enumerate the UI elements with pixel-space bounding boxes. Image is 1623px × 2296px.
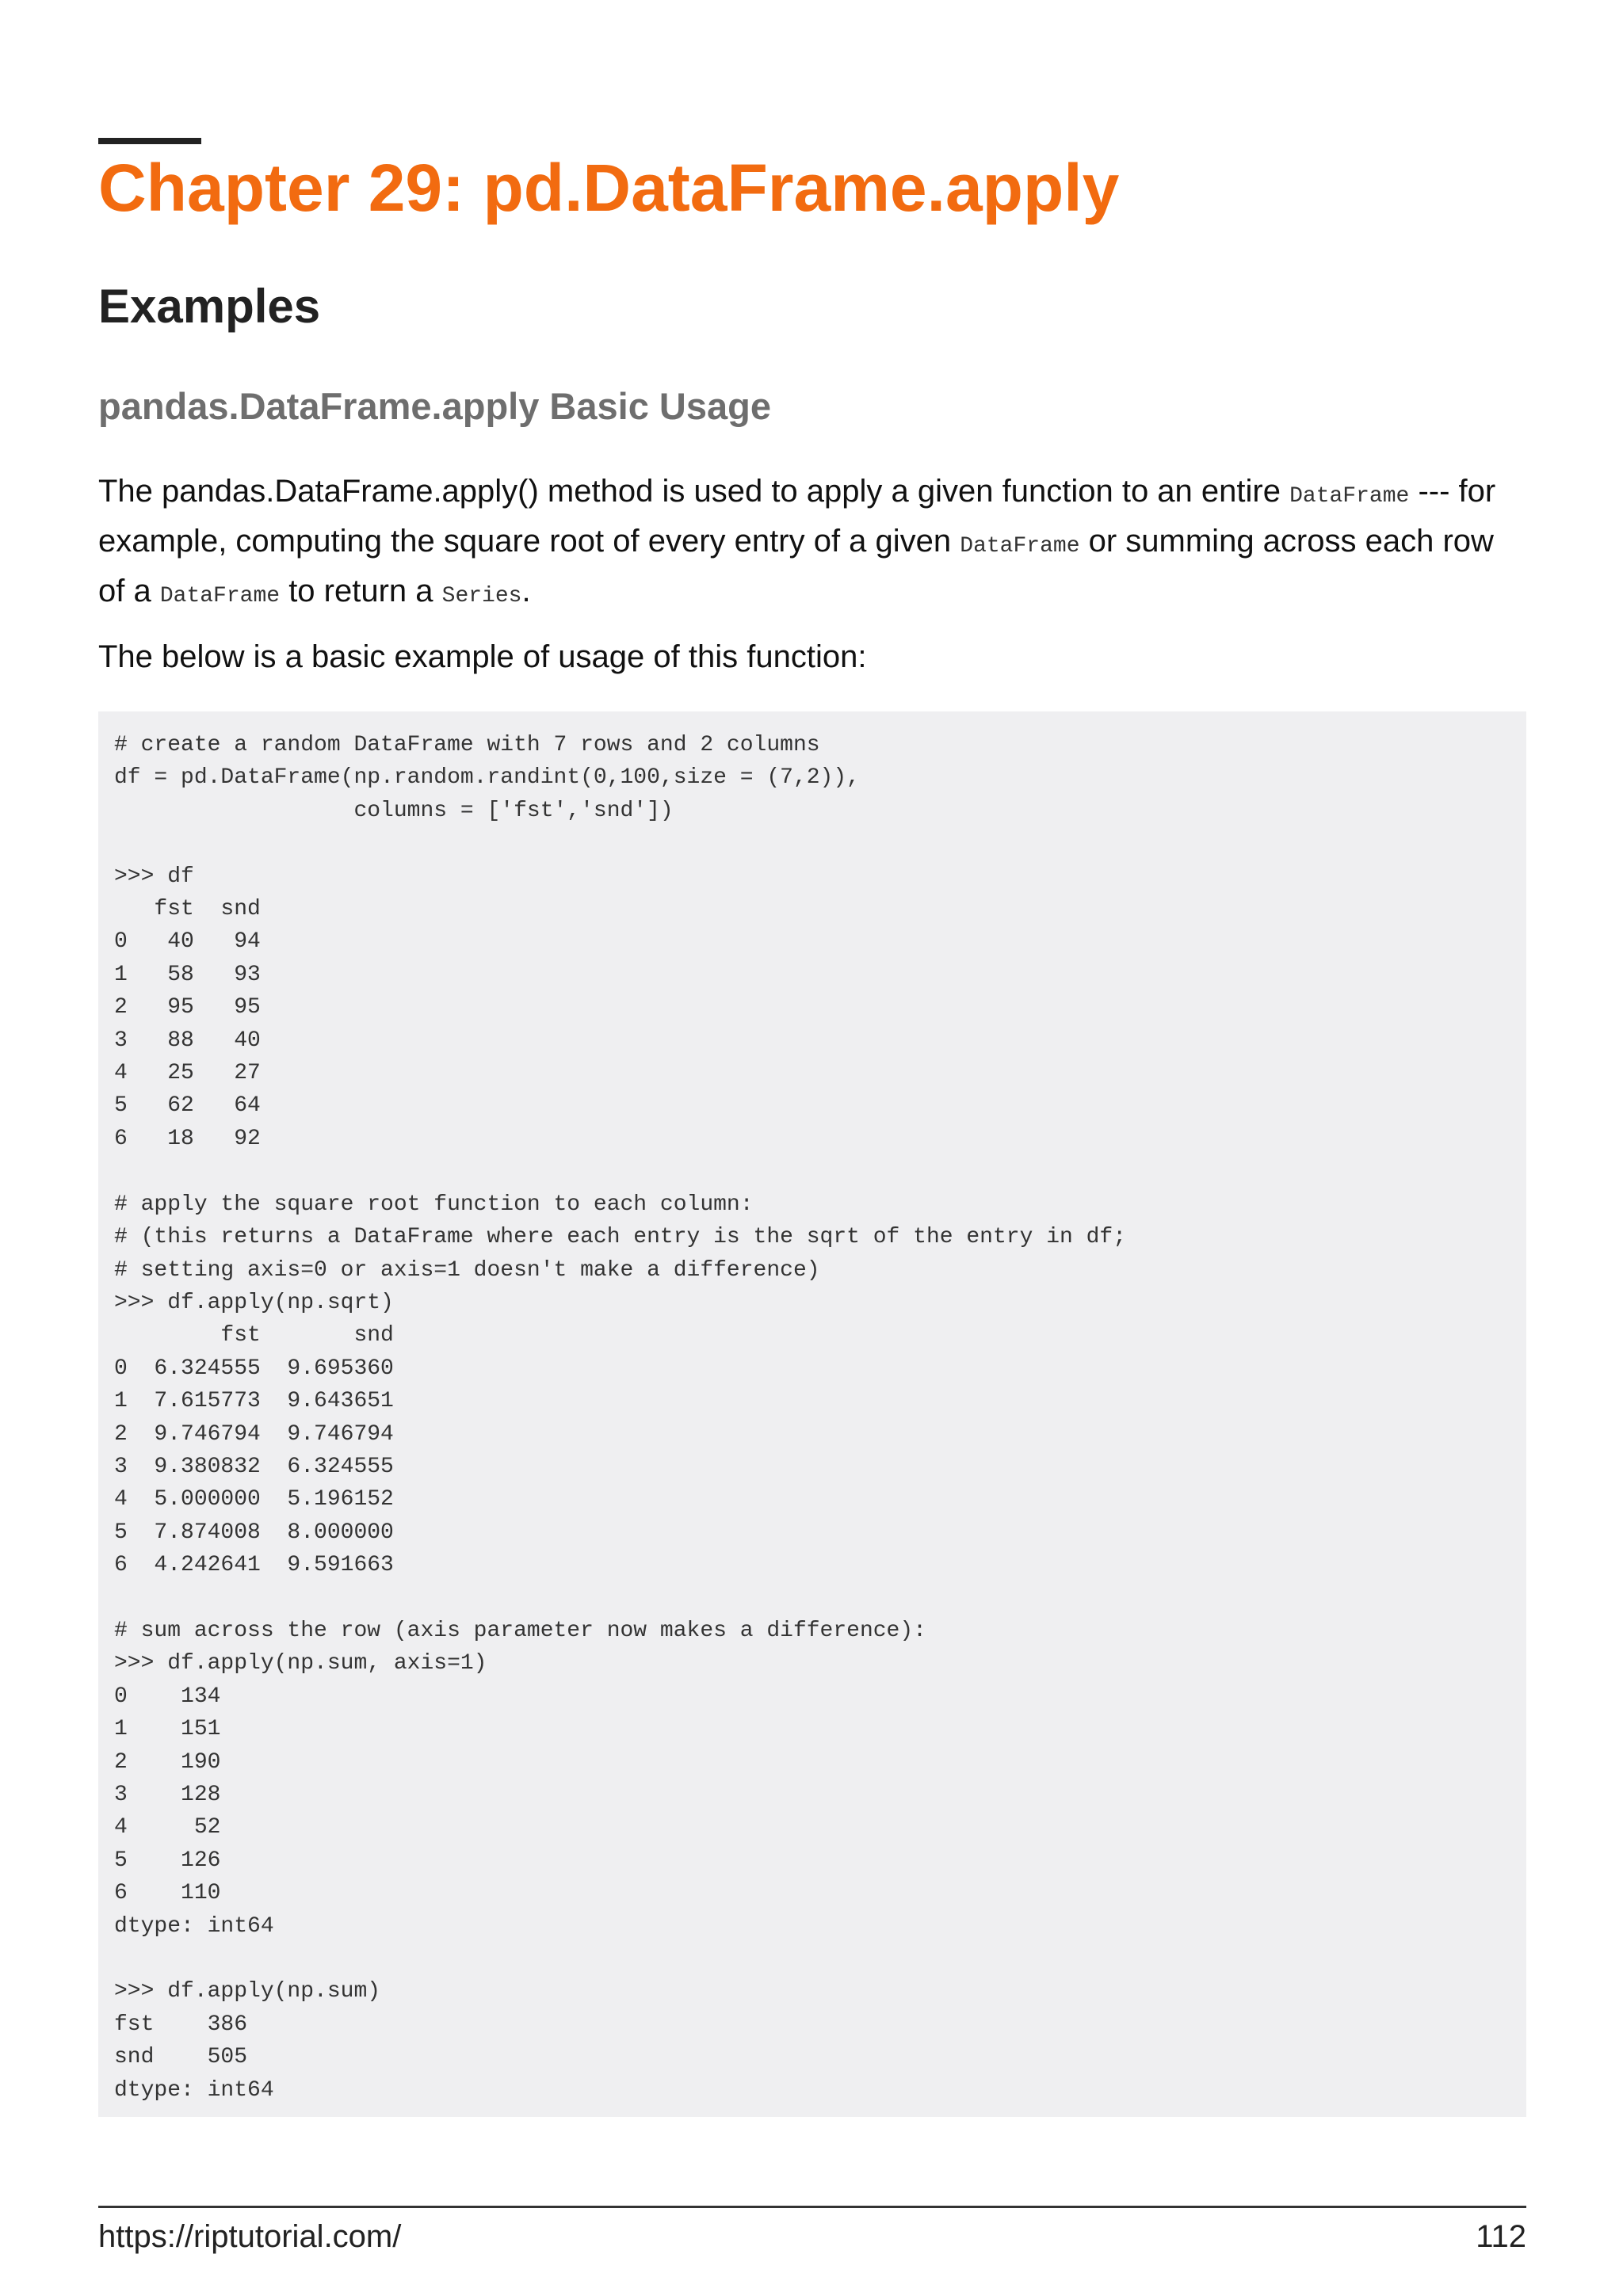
intro-text-3: or summing across each row of a bbox=[98, 524, 1494, 608]
footer-rule bbox=[98, 2206, 1526, 2208]
inline-code-dataframe-2: DataFrame bbox=[960, 534, 1080, 559]
intro-text-4: to return a bbox=[280, 574, 442, 608]
page-number: 112 bbox=[1476, 2219, 1526, 2254]
intro-text-1: The pandas.DataFrame.apply() method is used to apply a given function to an entire bbox=[98, 474, 1290, 509]
inline-code-dataframe-3: DataFrame bbox=[159, 584, 281, 608]
footer-url[interactable]: https://riptutorial.com/ bbox=[98, 2219, 402, 2254]
intro-text-2: --- for example, computing the square root of every entry of a given bbox=[98, 474, 1496, 559]
intro-text-5: . bbox=[521, 574, 531, 608]
inline-code-dataframe-1: DataFrame bbox=[1289, 484, 1410, 509]
chapter-rule bbox=[98, 138, 201, 144]
section-heading: Examples bbox=[98, 280, 321, 333]
code-example: # create a random DataFrame with 7 rows and 2 columns df = pd.DataFrame(np.random.randint(0,100,size = (7,2)), columns = ['fst','snd']) >>> df fst snd 0 40 94 1 58 93 2 95 95 3 88 40 4 25 27 5 62 64 6 18 92 # apply the square root function to each column: # (this returns a DataFrame where each entry is the sqrt of the entry in df; # setting axis=0 or axis=1 doesn't make a difference) >>> df.apply(np.sqrt) fst snd 0 6.324555 9.695360 1 7.615773 9.643651 2 9.746794 9.746794 3 9.380832 6.324555 4 5.000000 5.196152 5 7.874008 8.000000 6 4.242641 9.591663 # sum across the row (axis parameter now makes a difference): >>> df.apply(np.sum, axis=1) 0 134 1 151 2 190 3 128 4 52 5 126 6 110 dtype: int64 >>> df.apply(np.sum) fst 386 snd 505 dtype: int64 bbox=[98, 711, 1526, 2117]
chapter-title: Chapter 29: pd.DataFrame.apply bbox=[98, 151, 1120, 225]
subsection-heading: pandas.DataFrame.apply Basic Usage bbox=[98, 385, 771, 427]
example-intro-paragraph: The below is a basic example of usage of this function: bbox=[98, 639, 867, 674]
inline-code-series: Series bbox=[441, 584, 522, 608]
intro-paragraph bbox=[98, 469, 1526, 619]
